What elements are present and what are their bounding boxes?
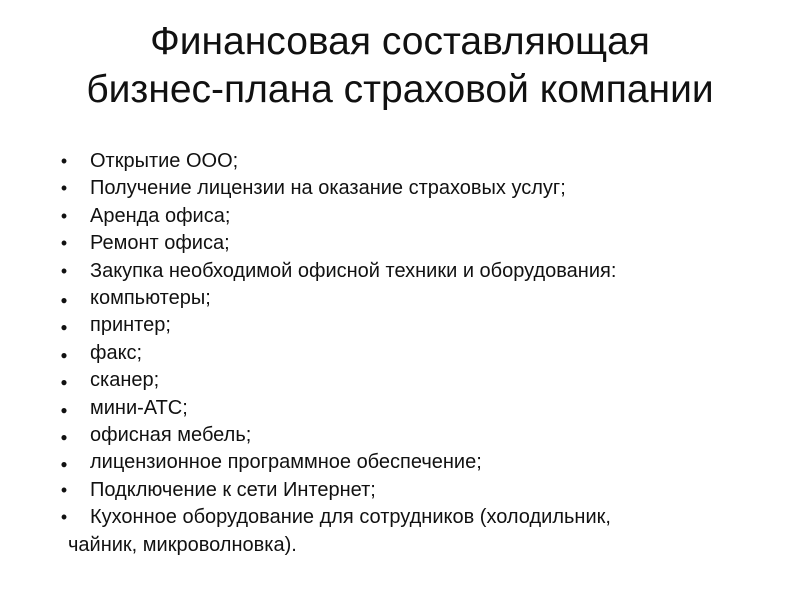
bullet-marker: • — [60, 151, 68, 171]
list-item-text: Кухонное оборудование для сотрудников (холодильник, — [90, 506, 611, 529]
list-item-licensed-software — [45, 449, 745, 476]
bullet-marker: ● — [60, 402, 68, 417]
list-item-office-repair — [45, 230, 745, 257]
list-item-text-continuation: чайник, микроволновка). — [68, 533, 297, 556]
bullet-marker: • — [60, 233, 68, 254]
list-item-text: Аренда офиса; — [90, 204, 231, 227]
bullet-marker: • — [60, 260, 68, 281]
bullet-marker: • — [60, 205, 68, 226]
bullet-marker: • — [60, 507, 68, 528]
list-item-text: сканер; — [90, 369, 160, 392]
list-item-open-llc — [45, 148, 745, 175]
list-item-text: Подключение к сети Интернет; — [90, 478, 376, 501]
list-item-scanner — [45, 367, 745, 394]
bullet-marker: ● — [60, 347, 68, 362]
bullet-marker: • — [60, 479, 68, 500]
list-item-text: Ремонт офиса; — [90, 232, 230, 255]
bullet-list — [45, 148, 745, 559]
list-item-mini-pbx — [45, 395, 745, 422]
list-item-office-rent — [45, 203, 745, 230]
slide-title-line-2: бизнес-плана страховой компании — [86, 68, 714, 111]
list-item-text: Закупка необходимой офисной техники и оборудования: — [90, 259, 617, 282]
list-item-text: принтер; — [90, 314, 171, 337]
list-item-internet — [45, 477, 745, 504]
list-item-text: Открытие ООО; — [90, 150, 239, 172]
list-item-text: Получение лицензии на оказание страховых услуг; — [90, 177, 566, 200]
list-item-text: мини-АТС; — [90, 396, 188, 419]
list-item-kitchen-equipment — [45, 504, 745, 559]
list-item-text: офисная мебель; — [90, 424, 252, 447]
bullet-marker: ● — [60, 320, 68, 335]
bullet-marker: ● — [60, 430, 68, 445]
slide-title-line-1: Финансовая составляющая — [150, 20, 650, 63]
list-item-text: лицензионное программное обеспечение; — [90, 451, 482, 474]
list-item-computers — [45, 285, 745, 312]
bullet-marker: ● — [60, 293, 68, 308]
bullet-marker: ● — [60, 375, 68, 390]
list-item-office-furniture — [45, 422, 745, 449]
list-item-fax — [45, 340, 745, 367]
bullet-marker: • — [60, 178, 68, 199]
list-item-text: факс; — [90, 341, 143, 364]
list-item-printer — [45, 312, 745, 339]
list-item-equipment-purchase — [45, 258, 745, 285]
slide-title — [0, 18, 800, 114]
bullet-marker: ● — [60, 457, 68, 472]
list-item-license — [45, 175, 745, 202]
list-item-text: компьютеры; — [90, 287, 211, 310]
